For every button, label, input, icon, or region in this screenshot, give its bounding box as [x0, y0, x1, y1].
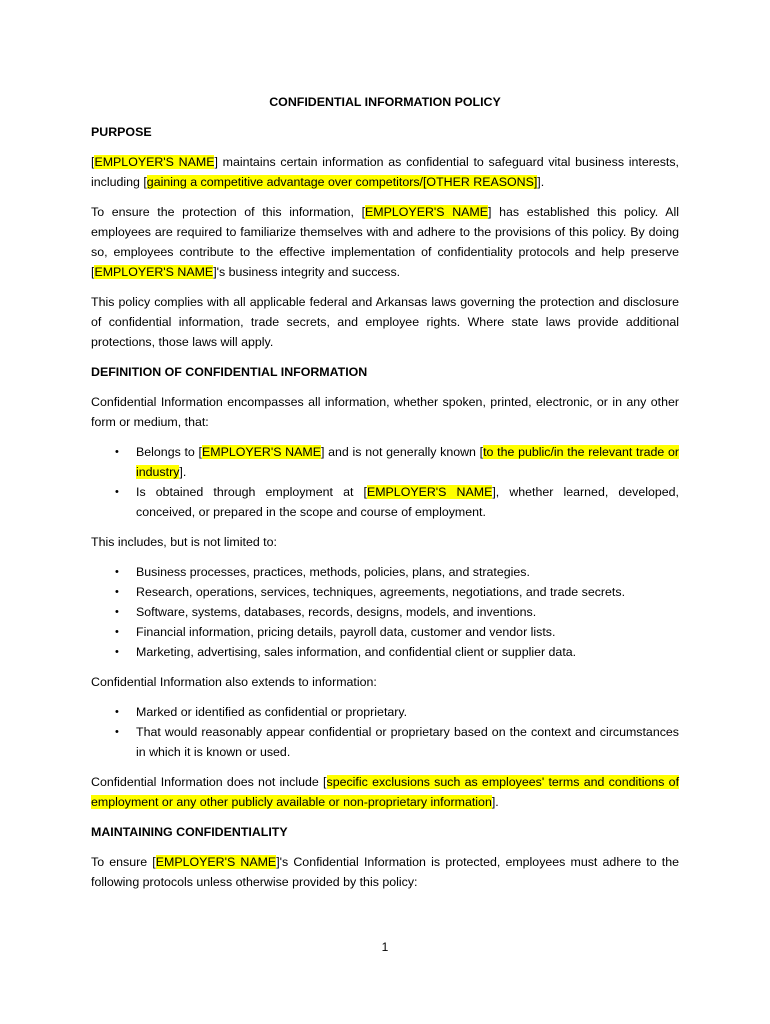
list-item	[115, 702, 679, 722]
text-run: ].	[537, 175, 545, 189]
exclusion-paragraph	[91, 772, 679, 812]
text-run: ]'s Confidential Information is protected, employees must adhere to the following protocols unless otherwise provided by this policy:	[91, 855, 679, 889]
text-run: ].	[491, 795, 499, 809]
text-run: Confidential Information does not include [	[91, 775, 327, 789]
list-item	[115, 722, 679, 762]
bullet-icon: •	[115, 446, 119, 458]
bullet-icon: •	[115, 486, 119, 498]
reasons-placeholder: gaining a competitive advantage over competitors/[OTHER REASONS]	[146, 175, 538, 189]
purpose-paragraph-2	[91, 202, 679, 282]
text-run: ] maintains certain information as confidential to safeguard vital business interests, including [	[91, 155, 680, 189]
bullet-icon: •	[115, 646, 119, 658]
list-item	[115, 622, 679, 642]
definition-list	[91, 442, 679, 522]
includes-intro: This includes, but is not limited to:	[91, 535, 277, 549]
list-item	[115, 642, 679, 662]
list-item	[115, 482, 680, 522]
text-run: ].	[179, 465, 187, 479]
extends-intro: Confidential Information also extends to information:	[91, 675, 377, 689]
purpose-heading: PURPOSE	[91, 125, 152, 139]
document-title: CONFIDENTIAL INFORMATION POLICY	[269, 95, 501, 109]
text-run: To ensure the protection of this information, [	[91, 205, 366, 219]
bullet-icon: •	[115, 706, 119, 718]
list-item-text: Marked or identified as confidential or proprietary.	[136, 705, 408, 719]
text-run: ], whether learned, developed, conceived, or prepared in the scope and course of employment.	[136, 485, 680, 519]
maintaining-paragraph-1	[91, 852, 679, 892]
bullet-icon: •	[115, 726, 119, 738]
list-item-text: Financial information, pricing details, payroll data, customer and vendor lists.	[136, 625, 556, 639]
list-item	[115, 602, 679, 622]
employer-name-placeholder: EMPLOYER'S NAME	[201, 445, 321, 459]
text-run: [	[91, 155, 95, 169]
bullet-icon: •	[115, 626, 119, 638]
definition-heading: DEFINITION OF CONFIDENTIAL INFORMATION	[91, 365, 368, 379]
list-item-text: Research, operations, services, techniques, agreements, negotiations, and trade secrets.	[136, 585, 626, 599]
text-run: ]'s business integrity and success.	[213, 265, 401, 279]
exclusions-placeholder: specific exclusions such as employees' terms and conditions of employment or any other publicly available or non-proprietary information	[91, 775, 680, 809]
maintaining-heading: MAINTAINING CONFIDENTIALITY	[91, 825, 288, 839]
document-body	[91, 92, 679, 902]
scope-placeholder: to the public/in the relevant trade or industry	[136, 445, 679, 479]
list-item	[115, 562, 679, 582]
bullet-icon: •	[115, 586, 119, 598]
text-run: ] has established this policy. All employees are required to familiarize themselves with and adhere to the provisions of this policy. By doing so, employees contribute to the effective implementation of confidentiality protocols and help preserve [	[91, 205, 679, 279]
list-item-text: That would reasonably appear confidential or proprietary based on the context and circumstances in which it is known or used.	[136, 725, 679, 759]
includes-list	[91, 562, 679, 662]
list-item	[115, 442, 679, 482]
text-run: Is obtained through employment at [	[136, 485, 367, 499]
employer-name-placeholder: EMPLOYER'S NAME	[94, 265, 214, 279]
text-run: ] and is not generally known [	[320, 445, 484, 459]
list-item-text: Business processes, practices, methods, policies, plans, and strategies.	[136, 565, 530, 579]
purpose-paragraph-1	[91, 152, 679, 192]
employer-name-placeholder: EMPLOYER'S NAME	[94, 155, 215, 169]
extends-list	[91, 702, 679, 762]
employer-name-placeholder: EMPLOYER'S NAME	[365, 205, 488, 219]
list-item-text: Marketing, advertising, sales information, and confidential client or supplier data.	[136, 645, 577, 659]
employer-name-placeholder: EMPLOYER'S NAME	[366, 485, 493, 499]
list-item-text: Software, systems, databases, records, designs, models, and inventions.	[136, 605, 537, 619]
bullet-icon: •	[115, 566, 119, 578]
text-run: To ensure [	[91, 855, 156, 869]
purpose-paragraph-3: This policy complies with all applicable federal and Arkansas laws governing the protection and disclosure of confidential information, trade secrets, and employee rights. Where state laws provide additional protections, those laws will apply.	[91, 295, 679, 349]
text-run: Belongs to [	[136, 445, 202, 459]
definition-intro: Confidential Information encompasses all information, whether spoken, printed, electronic, or in any other form or medium, that:	[91, 395, 679, 429]
list-item	[115, 582, 679, 602]
bullet-icon: •	[115, 606, 119, 618]
page-number: 1	[381, 940, 389, 954]
employer-name-placeholder: EMPLOYER'S NAME	[155, 855, 277, 869]
